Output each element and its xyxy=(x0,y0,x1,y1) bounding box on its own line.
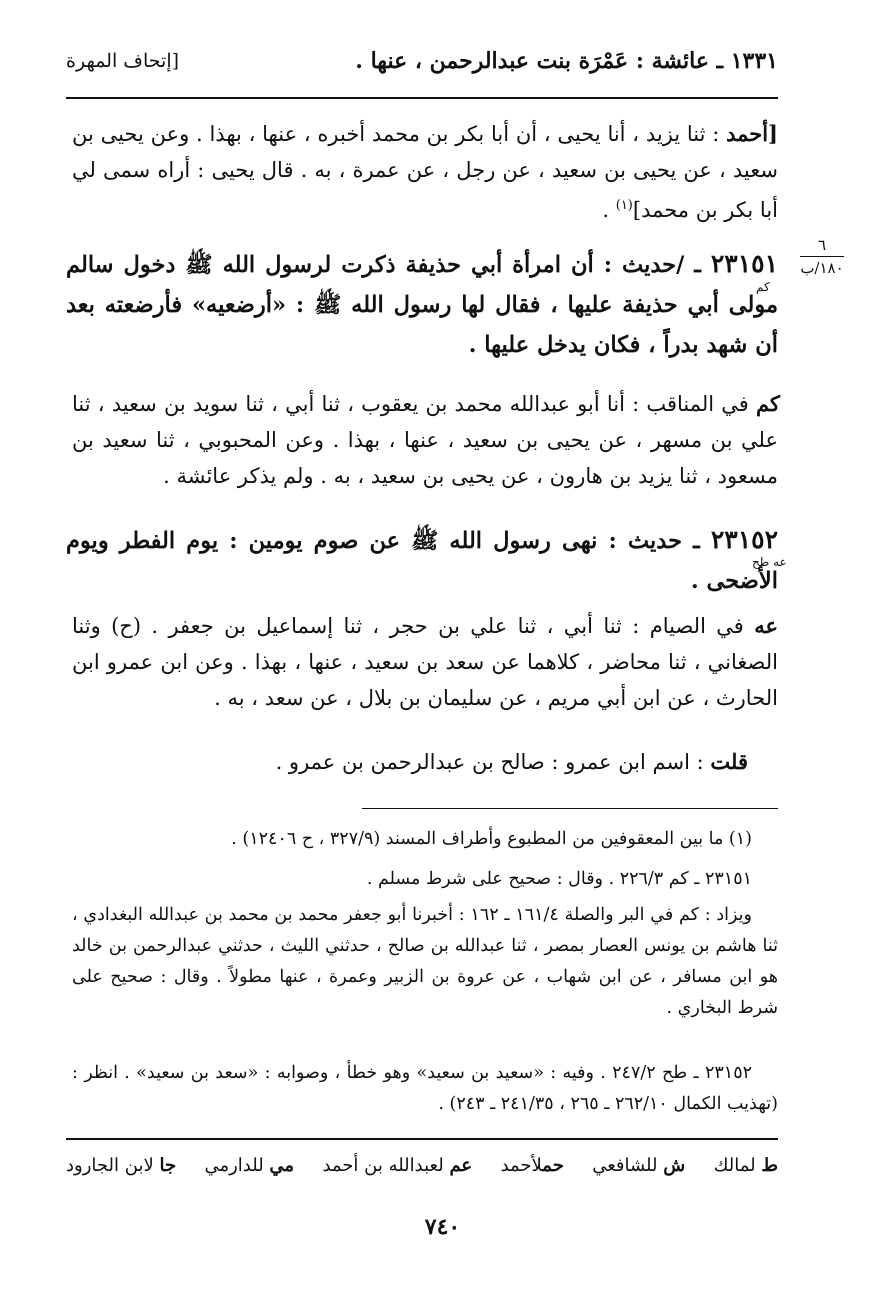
footnote-23151: ٢٣١٥١ ـ كم ٢٢٦/٣ . وقال : صحيح على شرط مسلم . xyxy=(366,869,752,889)
abbreviations-rule xyxy=(66,1138,778,1140)
hadith-23152 xyxy=(66,520,778,601)
abbr-ibn-jarud: جا لابن الجارود xyxy=(66,1155,177,1176)
page-number: ٧٤٠ xyxy=(424,1214,461,1240)
margin-ref-divider xyxy=(800,256,844,257)
source-ahmad: [أحمد xyxy=(726,121,778,146)
hadith-23151 xyxy=(66,244,778,365)
sigla-ah: عه xyxy=(754,613,778,638)
paragraph-ahmad xyxy=(72,116,778,228)
abbr-darimi: مي للدارمي xyxy=(204,1155,295,1176)
footnote-1: (١) ما بين المعقوفين من المطبوع وأطراف المسند (٣٢٧/٩ ، ح ١٢٤٠٦) . xyxy=(231,829,752,849)
para1-text: : ثنا يزيد ، أنا يحيى ، أن أبا بكر بن محمد أخبره ، عنها ، بهذا . وعن يحيى بن سعيد ، عن يحيى بن سعيد ، عن رجل ، عن عمرة ، به . قال يحيى : أراه سمى لي أبا بكر بن محمد] xyxy=(72,122,778,222)
margin-page-ref xyxy=(792,236,852,277)
para3-text: في الصيام : ثنا أبي ، ثنا علي بن حجر ، ثنا إسماعيل بن جعفر . (ح) وثنا الصغاني ، ثنا محاضر ، كلاهما عن سعد بن سعيد ، عنها ، بهذا . وعن ابن عمرو ابن الحارث ، عن ابن أبي مريم ، عن سليمان بن بلال ، عن سعد ، به . xyxy=(72,614,778,710)
header-rule xyxy=(66,97,778,99)
paragraph-mustadrak xyxy=(72,386,778,494)
para2-text: في المناقب : أنا أبو عبدالله محمد بن يعقوب ، ثنا أبي ، ثنا سويد بن سعيد ، ثنا علي بن مسهر ، عن يحيى بن سعيد ، عنها ، بهذا . وعن المحبوبي ، ثنا سعيد بن مسعود ، ثنا يزيد بن هارون ، عن يحيى بن سعيد ، به . ولم يذكر عائشة . xyxy=(72,392,778,488)
footnote-ref: (١) xyxy=(615,198,633,213)
header-book-title: [إتحاف المهرة xyxy=(66,50,180,72)
footnote-23152: ٢٣١٥٢ ـ طح ٢٤٧/٢ . وفيه : «سعيد بن سعيد» وهو خطأ ، وصوابه : «سعد بن سعيد» . انظر : (تهذيب الكمال ٢٦٢/١٠ ـ ٢٦٥ ، ٢٤١/٣٥ ـ ٢٤٣) . xyxy=(72,1063,778,1114)
hadith-text-23151: ـ /حديث : أن امرأة أبي حذيفة ذكرت لرسول الله ﷺ دخول سالم مولى أبي حذيفة عليها ، فقال لها رسول الله ﷺ : «أرضعيه» فأرضعته بعد أن شهد بدراً ، فكان يدخل عليها . xyxy=(66,252,778,358)
para4-text: : اسم ابن عمرو : صالح بن عبدالرحمن بن عمرو . xyxy=(275,750,711,774)
hadith-number-23152: ٢٣١٥٢ xyxy=(710,525,778,554)
hadith-text-23152: ـ حديث : نهى رسول الله ﷺ عن صوم يومين : يوم الفطر ويوم الأضحى . xyxy=(66,528,778,594)
abbreviations-legend xyxy=(66,1155,778,1176)
margin-ref-bottom: ١٨٠/ب xyxy=(800,259,844,277)
abbr-abdullah: عم لعبدالله بن أحمد xyxy=(322,1155,473,1176)
abbr-ahmad: حملأحمد xyxy=(500,1155,564,1176)
abbr-shafii: ش للشافعي xyxy=(592,1155,686,1176)
paragraph-abu-awana xyxy=(72,608,778,716)
hadith2-source-mark: عه طح xyxy=(752,555,787,569)
footnote-separator xyxy=(362,808,778,809)
para1-end: . xyxy=(602,198,616,222)
paragraph-qultu xyxy=(72,744,778,780)
label-qultu: قلت xyxy=(710,749,748,774)
footnote-addition: ويزاد : كم في البر والصلة ١٦١/٤ ـ ١٦٢ : أخبرنا أبو جعفر محمد بن محمد بن عبدالله البغدادي ، ثنا هاشم بن يونس العصار بمصر ، ثنا عبدالله بن صالح ، حدثني الليث ، حدثني عبدالرحمن بن خالد هو ابن مسافر ، عن ابن شهاب ، عن عروة بن الزبير وعمرة ، عنها مطولاً . وقال : صحيح على شرط البخاري . xyxy=(72,905,778,1018)
sigla-kam: كم xyxy=(756,391,780,416)
running-header xyxy=(66,48,778,88)
margin-ref-top: ٦ xyxy=(817,236,827,254)
hadith1-source-mark: كم xyxy=(756,280,770,294)
hadith-number-23151: ٢٣١٥١ xyxy=(710,249,778,278)
header-title: ١٣٣١ ـ عائشة : عَمْرَة بنت عبدالرحمن ، عنها . xyxy=(355,48,778,74)
abbr-malik: ط لمالك xyxy=(713,1155,778,1176)
